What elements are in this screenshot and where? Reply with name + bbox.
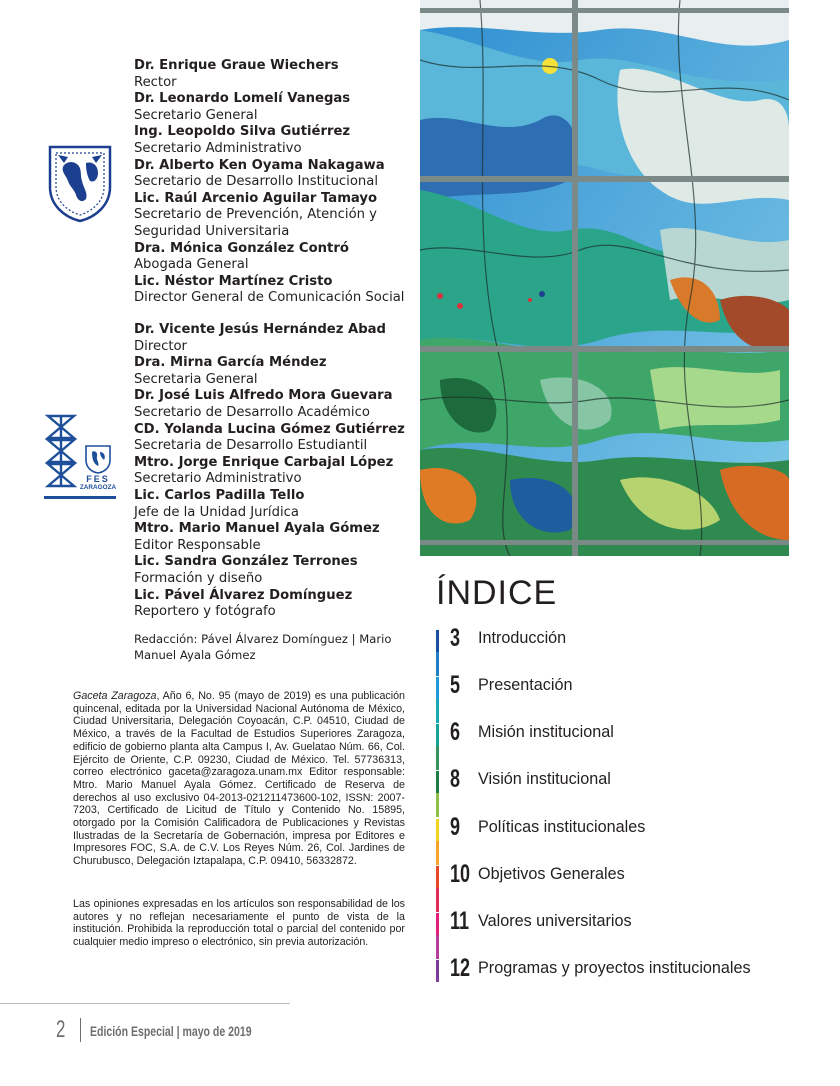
- credit-role: Secretaria General: [134, 371, 258, 387]
- stained-glass-photo: [420, 0, 789, 556]
- credit-role: Secretario de Prevención, Atención y: [134, 207, 377, 223]
- index-bar: [436, 724, 439, 746]
- index-page-number: 10: [450, 860, 471, 888]
- index-bar: [436, 913, 439, 935]
- index-bar: [436, 630, 439, 652]
- index-item[interactable]: [436, 956, 816, 1000]
- index-label: Objetivos Generales: [478, 865, 625, 883]
- credit-role: Director: [134, 338, 187, 354]
- credit-role: Secretaria de Desarrollo Estudiantil: [134, 438, 368, 454]
- index-bar: [436, 819, 439, 841]
- index-label: Misión institucional: [478, 723, 614, 741]
- page-number: 2: [56, 1016, 66, 1043]
- index-bar: [436, 677, 439, 699]
- redaccion-credit: Redacción: Pável Álvarez Domínguez | Mario Manuel Ayala Gómez: [134, 632, 392, 662]
- publication-title: Gaceta Zaragoza: [73, 690, 157, 702]
- index-label: Políticas institucionales: [478, 818, 646, 836]
- credit-name: Lic. Pável Álvarez Domínguez: [134, 587, 353, 603]
- credit-role: Secretario General: [134, 107, 258, 123]
- credit-name: Lic. Sandra González Terrones: [134, 554, 358, 570]
- credit-name: Lic. Carlos Padilla Tello: [134, 487, 305, 503]
- credit-role: Director General de Comunicación Social: [134, 290, 405, 306]
- index-label: Introducción: [478, 629, 567, 647]
- index-page-number: 9: [450, 813, 461, 841]
- index-label: Valores universitarios: [478, 912, 632, 930]
- credit-name: Ing. Leopoldo Silva Gutiérrez: [134, 124, 351, 140]
- credit-role: Reportero y fotógrafo: [134, 604, 276, 620]
- index-bar: [436, 771, 439, 793]
- index-page-number: 5: [450, 671, 461, 699]
- index-item[interactable]: [436, 815, 816, 859]
- index-label: Visión institucional: [478, 770, 611, 788]
- index-bar: [436, 866, 439, 888]
- index-page-number: 3: [450, 624, 461, 652]
- credit-role: Rector: [134, 74, 177, 90]
- credit-name: Dr. Alberto Ken Oyama Nakagawa: [134, 157, 385, 173]
- credit-role: Secretario Administrativo: [134, 140, 302, 156]
- credit-role: Secretario de Desarrollo Institucional: [134, 174, 379, 190]
- index-item[interactable]: [436, 862, 816, 906]
- index-page-number: 8: [450, 765, 461, 793]
- credit-role: Abogada General: [134, 257, 249, 273]
- index-title: ÍNDICE: [436, 574, 558, 612]
- footer-separator: [80, 1018, 81, 1042]
- fes-zaragoza-logo: [44, 410, 119, 502]
- credit-name: Dra. Mónica González Contró: [134, 240, 349, 256]
- index-page-number: 6: [450, 718, 461, 746]
- credit-role: Formación y diseño: [134, 570, 263, 586]
- zaragoza-label: ZARAGOZA: [79, 484, 117, 491]
- index-page-number: 11: [450, 907, 470, 935]
- credit-name: Mtro. Jorge Enrique Carbajal López: [134, 454, 394, 470]
- credit-name: Lic. Néstor Martínez Cristo: [134, 273, 333, 289]
- index-item[interactable]: [436, 673, 816, 717]
- credits-unam: [134, 58, 424, 307]
- index-item[interactable]: [436, 720, 816, 764]
- index-item[interactable]: [436, 767, 816, 811]
- credit-name: Lic. Raúl Arcenio Aguilar Tamayo: [134, 190, 378, 206]
- credit-name: Dra. Mirna García Méndez: [134, 355, 327, 371]
- credit-role: Seguridad Universitaria: [134, 223, 290, 239]
- unam-seal-logo: [44, 143, 116, 223]
- credits-fes: [134, 322, 424, 621]
- fes-emblem-icon: [44, 412, 78, 492]
- legal-text: , Año 6, No. 95 (mayo de 2019) es una publicación quincenal, editada por la Universidad Nacional Autónoma de México, Ciudad Universitaria, Delegación Coyoacán, C.P. 04510, Ciudad de México, a través de la Facultad de Estudios Superiores Zaragoza, edificio de gobierno planta alta Campus I, Av. Guelatao Núm. 66, Col. Ejército de Oriente, C.P. 09230, Ciudad de México. Tel. 57736313, correo electrónico gaceta@zaragoza.unam.mx Editor responsable: Mtro. Mario Manuel Ayala Gómez. Certificado de Reserva de derechos al uso exclusivo 04-2013-021211473600-102, ISSN: 2007-7203, Certificado de Licitud de Título y Contenido No. 15895, otorgado por la Comisión Calificadora de Publicaciones y Revistas Ilustradas de la Secretaría de Gobernación, impresa por Editores e Impresores FOC, S.A. de C.V. Los Reyes Núm. 26, Col. Jardines de Churubusco, Delegación Iztapalapa, C.P. 09410, 56332872.: [73, 690, 406, 868]
- credit-name: Dr. José Luis Alfredo Mora Guevara: [134, 388, 393, 404]
- credit-name: Dr. Enrique Graue Wiechers: [134, 58, 339, 73]
- index-page-number: 12: [450, 954, 471, 982]
- index-label: Presentación: [478, 676, 573, 694]
- index-bar: [436, 960, 439, 982]
- credit-name: Dr. Leonardo Lomelí Vanegas: [134, 91, 351, 107]
- index-connector: [436, 793, 439, 817]
- index-item[interactable]: [436, 909, 816, 953]
- credit-role: Jefe de la Unidad Jurídica: [134, 504, 299, 520]
- index-item[interactable]: [436, 626, 816, 670]
- credit-role: Editor Responsable: [134, 537, 261, 553]
- fes-logo-underline: [44, 496, 116, 499]
- credit-name: Dr. Vicente Jesús Hernández Abad: [134, 322, 386, 337]
- fes-label: FES: [86, 474, 110, 484]
- footer-divider: [0, 1003, 290, 1004]
- credit-role: Secretario Administrativo: [134, 471, 302, 487]
- unam-small-seal-icon: [84, 444, 112, 474]
- credit-name: CD. Yolanda Lucina Gómez Gutiérrez: [134, 421, 405, 437]
- disclaimer: Las opiniones expresadas en los artículos son responsabilidad de los autores y no reflejan necesariamente el punto de vista de la institución. Prohibida la reproducción total o parcial del contenido por cualquier medio impreso o electrónico, sin previa autorización.: [73, 898, 405, 949]
- index-label: Programas y proyectos institucionales: [478, 959, 751, 977]
- credit-role: Secretario de Desarrollo Académico: [134, 404, 370, 420]
- footer-edition: Edición Especial | mayo de 2019: [90, 1024, 252, 1039]
- legal-notice: [73, 690, 405, 868]
- credit-name: Mtro. Mario Manuel Ayala Gómez: [134, 521, 380, 537]
